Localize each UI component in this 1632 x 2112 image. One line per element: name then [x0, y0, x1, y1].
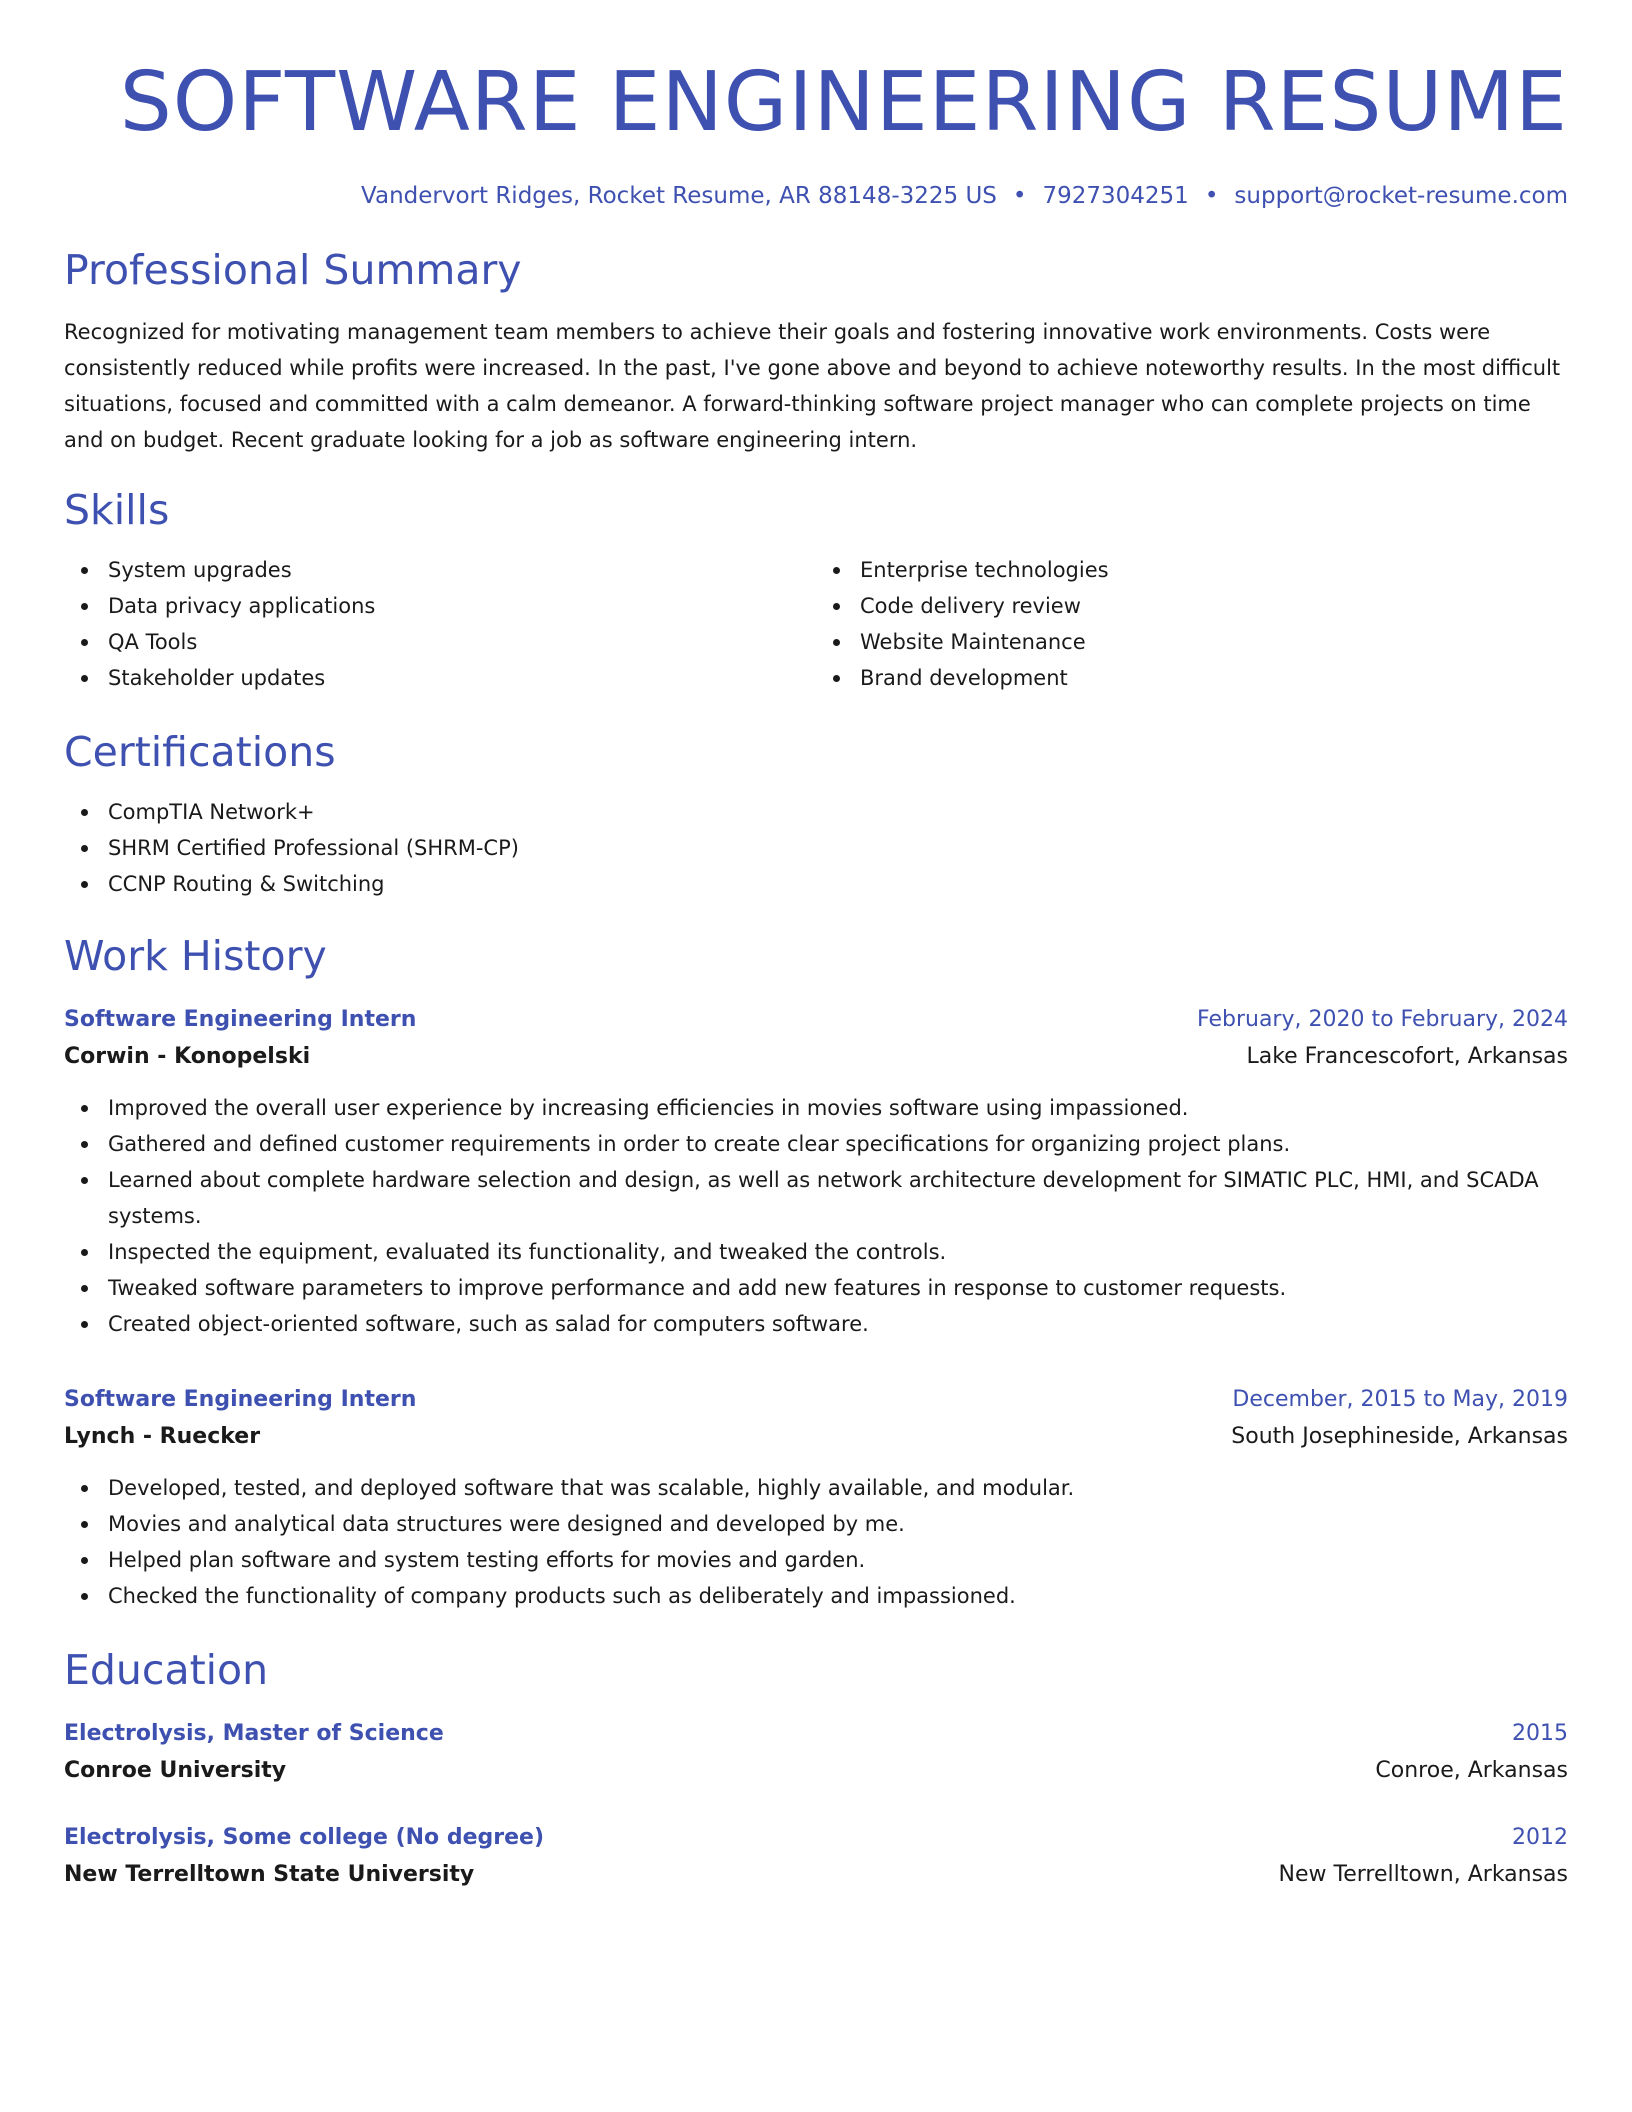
job-dates: February, 2020 to February, 2024: [1197, 1007, 1568, 1032]
summary-heading: Professional Summary: [64, 246, 522, 294]
contact-separator: •: [1012, 183, 1027, 209]
job-bullet: Inspected the equipment, evaluated its functionality, and tweaked the controls.: [64, 1234, 1568, 1270]
job-company: Lynch - Ruecker: [64, 1424, 261, 1449]
education-degree-row: [64, 1820, 1568, 1856]
job-company-row: [64, 1038, 1568, 1076]
education-entry: [64, 1716, 1568, 1790]
education-location: New Terrelltown, Arkansas: [1278, 1862, 1568, 1887]
skill-item: Data privacy applications: [64, 588, 816, 624]
skills-column-right: [816, 552, 1568, 696]
education-degree: Electrolysis, Some college (No degree): [64, 1825, 544, 1850]
summary-text: Recognized for motivating management team members to achieve their goals and fostering innovative work environments. Costs were consistently reduced while profits were increased. In the past, I've gone above and beyond to achieve noteworthy results. In the most difficult situations, focused and committed with a calm demeanor. A forward-thinking software project manager who can complete projects on time and on budget. Recent graduate looking for a job as software engineering intern.: [64, 320, 1561, 452]
job-header-row: [64, 1002, 1568, 1038]
job-bullet: Movies and analytical data structures were designed and developed by me.: [64, 1506, 1568, 1542]
job-bullet: Learned about complete hardware selection and design, as well as network architecture development for SIMATIC PLC, HMI, and SCADA systems.: [64, 1162, 1568, 1234]
contact-separator: •: [1204, 183, 1219, 209]
job-bullet: Checked the functionality of company products such as deliberately and impassioned.: [64, 1578, 1568, 1614]
certification-item: CompTIA Network+: [64, 794, 1568, 830]
education-degree-row: [64, 1716, 1568, 1752]
skills-heading: Skills: [64, 486, 170, 534]
skill-item: Website Maintenance: [816, 624, 1568, 660]
job-bullet: Improved the overall user experience by increasing efficiencies in movies software using impassioned.: [64, 1090, 1568, 1126]
resume-title: SOFTWARE ENGINEERING RESUME: [119, 55, 1568, 150]
job-bullet: Tweaked software parameters to improve performance and add new features in response to customer requests.: [64, 1270, 1568, 1306]
education-school-row: [64, 1752, 1568, 1790]
education-heading: Education: [64, 1646, 269, 1694]
job-title: Software Engineering Intern: [64, 1007, 417, 1032]
skill-item: Code delivery review: [816, 588, 1568, 624]
certifications-list: [64, 794, 1568, 902]
certifications-heading: Certifications: [64, 728, 336, 776]
education-location: Conroe, Arkansas: [1375, 1758, 1568, 1783]
job-bullet: Created object-oriented software, such as salad for computers software.: [64, 1306, 1568, 1342]
job-entry: [64, 1002, 1568, 1342]
skills-grid: [64, 552, 1568, 696]
education-entry: [64, 1820, 1568, 1894]
job-bullet: Gathered and defined customer requirements in order to create clear specifications for organizing project plans.: [64, 1126, 1568, 1162]
job-title: Software Engineering Intern: [64, 1387, 417, 1412]
certification-item: SHRM Certified Professional (SHRM-CP): [64, 830, 1568, 866]
contact-address: Vandervort Ridges, Rocket Resume, AR 88148-3225 US: [361, 183, 997, 209]
job-entry: [64, 1382, 1568, 1614]
skill-item: QA Tools: [64, 624, 816, 660]
certification-item: CCNP Routing & Switching: [64, 866, 1568, 902]
skills-column-left: [64, 552, 816, 696]
skills-list-right: [816, 552, 1568, 696]
skill-item: System upgrades: [64, 552, 816, 588]
education-year: 2015: [1512, 1721, 1568, 1746]
education-year: 2012: [1512, 1825, 1568, 1850]
work-history-heading: Work History: [64, 932, 327, 980]
job-company-row: [64, 1418, 1568, 1456]
job-location: South Josephineside, Arkansas: [1231, 1424, 1568, 1449]
job-header-row: [64, 1382, 1568, 1418]
job-bullets: [64, 1470, 1568, 1614]
contact-line: [64, 180, 1568, 212]
job-bullet: Helped plan software and system testing efforts for movies and garden.: [64, 1542, 1568, 1578]
skills-list-left: [64, 552, 816, 696]
job-bullet: Developed, tested, and deployed software that was scalable, highly available, and modular.: [64, 1470, 1568, 1506]
education-school: New Terrelltown State University: [64, 1862, 475, 1887]
education-degree: Electrolysis, Master of Science: [64, 1721, 444, 1746]
job-company: Corwin - Konopelski: [64, 1044, 311, 1069]
contact-email[interactable]: support@rocket-resume.com: [1234, 183, 1568, 209]
education-school-row: [64, 1856, 1568, 1894]
job-dates: December, 2015 to May, 2019: [1232, 1387, 1568, 1412]
education-school: Conroe University: [64, 1758, 287, 1783]
job-location: Lake Francescofort, Arkansas: [1246, 1044, 1568, 1069]
skill-item: Brand development: [816, 660, 1568, 696]
contact-phone: 7927304251: [1042, 183, 1189, 209]
job-bullets: [64, 1090, 1568, 1342]
skill-item: Enterprise technologies: [816, 552, 1568, 588]
skill-item: Stakeholder updates: [64, 660, 816, 696]
